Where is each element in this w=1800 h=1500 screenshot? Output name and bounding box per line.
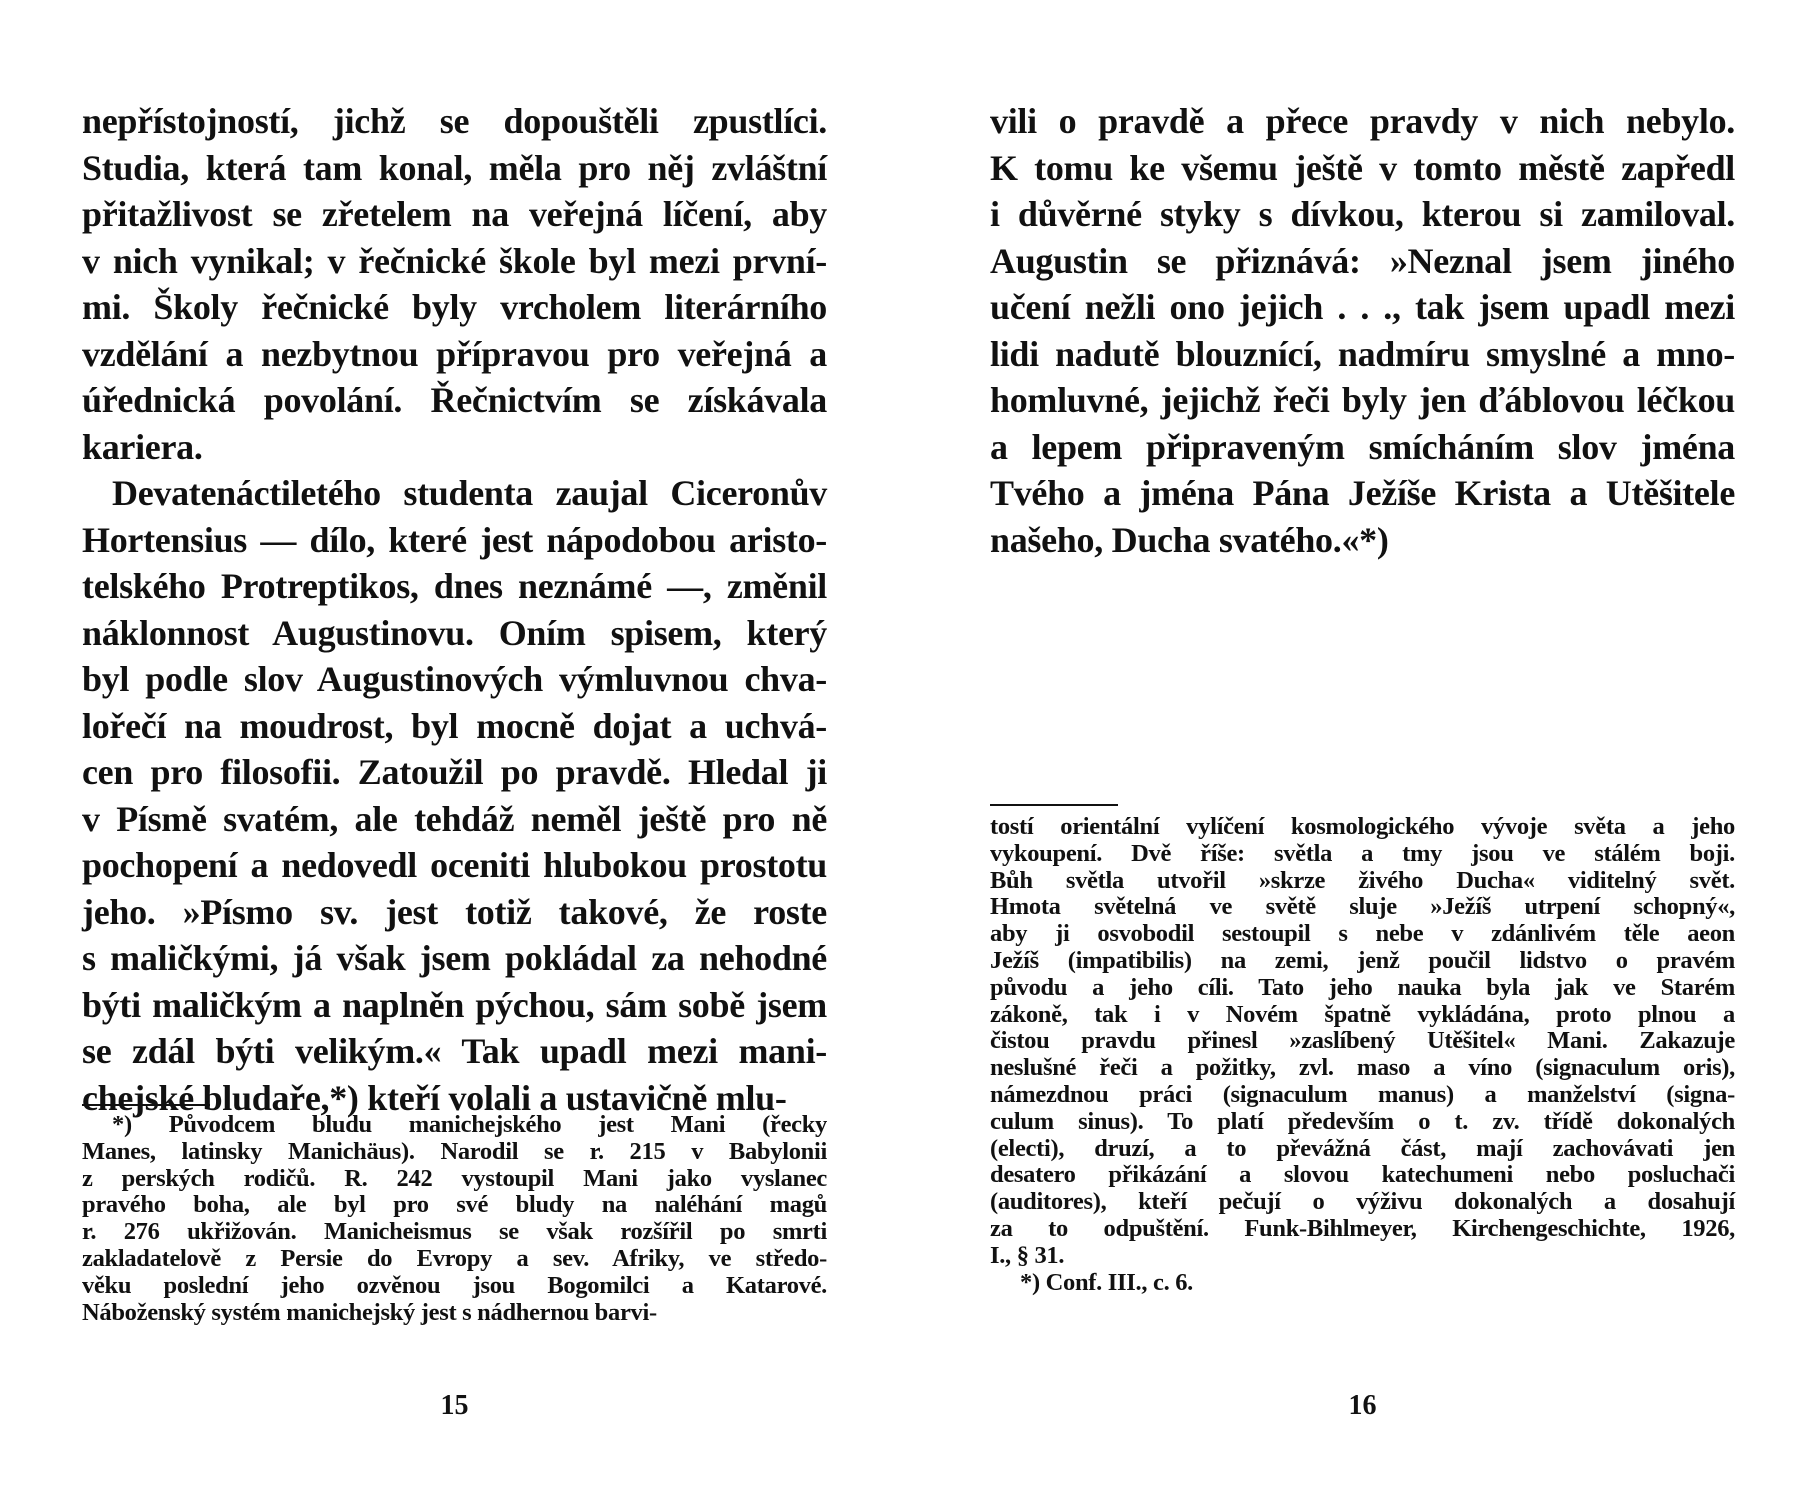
text-line: s maličkými, já však jsem pokládal za nehodné — [82, 938, 827, 978]
left-page-body-text — [82, 98, 827, 1121]
text-line: býti maličkým a naplněn pýchou, sám sobě jsem — [82, 984, 827, 1025]
text-line: Augustin se přiznává: »Neznal jsem jiného — [990, 240, 1735, 281]
footnote-line: (electi), druzí, a to převážná část, mají zachovávati jen — [990, 1134, 1735, 1162]
footnote-line: původu a jeho cíli. Tato jeho nauka byla jak ve Starém — [990, 973, 1735, 1001]
footnote-line: zákoně, tak i v Novém špatně vykládána, proto plnou a — [990, 1000, 1735, 1028]
text-line: pochopení a nedovedl oceniti hlubokou prostotu — [82, 845, 827, 885]
text-line: lořečí na moudrost, byl mocně dojat a uchvá- — [82, 705, 827, 746]
right-page-body-text — [990, 98, 1735, 563]
footnote-line: Hmota světelná ve světě sluje »Ježíš utrpení schopný«, — [990, 893, 1735, 921]
text-line: a lepem připraveným smícháním slov jména — [990, 426, 1735, 467]
footnote-line: Náboženský systém manichejský jest s nádhernou barvi- — [82, 1298, 657, 1326]
text-line: kariera. — [82, 426, 203, 467]
text-line: vili o pravdě a přece pravdy v nich nebylo. — [990, 101, 1735, 141]
footnote-line: Ježíš (impatibilis) na zemi, jenž poučil lidstvo o pravém — [990, 946, 1735, 974]
text-line: vzdělání a nezbytnou přípravou pro veřejná a — [82, 333, 827, 374]
text-line: K tomu ke všemu ještě v tomto městě zapředl — [990, 147, 1735, 188]
text-line: chejské bludaře,*) kteří volali a ustavičně mlu- — [82, 1077, 787, 1118]
footnote-line: desatero přikázání a slovou katechumeni nebo posluchači — [990, 1161, 1735, 1189]
footnote-line: čistou pravdu přinesl »zaslíbený Utěšitel« Mani. Zakazuje — [990, 1027, 1735, 1055]
footnote-line: z perských rodičů. R. 242 vystoupil Mani jako vyslanec — [82, 1164, 827, 1192]
footnote-line: neslušné řeči a požitky, zvl. maso a víno (signaculum oris), — [990, 1054, 1735, 1082]
text-line: v Písmě svatém, ale tehdáž neměl ještě pro ně — [82, 798, 827, 839]
text-line: se zdál býti velikým.« Tak upadl mezi mani- — [82, 1031, 827, 1071]
left-page-footnotes — [82, 1112, 827, 1326]
text-line: Devatenáctiletého studenta zaujal Ciceronův — [112, 473, 827, 513]
text-line: Studia, která tam konal, měla pro něj zvláštní — [82, 147, 827, 188]
text-line: úřednická povolání. Řečnictvím se získávala — [82, 380, 827, 420]
text-line: nepřístojností, jichž se dopouštěli zpustlíci. — [82, 101, 827, 141]
text-line: i důvěrné styky s dívkou, kterou si zamiloval. — [990, 194, 1735, 234]
text-line: telského Protreptikos, dnes neznámé —, změnil — [82, 566, 827, 606]
page-number: 16 — [1348, 1390, 1377, 1421]
text-line: jeho. »Písmo sv. jest totiž takové, že roste — [82, 891, 827, 932]
text-line: Hortensius — dílo, které jest nápodobou aristo- — [82, 519, 827, 560]
footnote-line: námezdnou práci (signaculum manus) a manželství (signa- — [990, 1080, 1735, 1108]
text-line: cen pro filosofii. Zatoužil po pravdě. Hledal ji — [82, 752, 827, 792]
footnote-line: Bůh světla utvořil »skrze živého Ducha« viditelný svět. — [990, 866, 1735, 894]
footnote-line: vykoupení. Dvě říše: světla a tmy jsou ve stálém boji. — [990, 839, 1735, 867]
footnote-line: r. 276 ukřižován. Manicheismus se však rozšířil po smrti — [82, 1218, 827, 1246]
footnote-line: aby ji osvobodil sestoupil s nebe v zdánlivém těle aeon — [990, 920, 1735, 948]
text-line: v nich vynikal; v řečnické škole byl mezi první- — [82, 240, 827, 281]
text-line: mi. Školy řečnické byly vrcholem literárního — [82, 287, 827, 327]
footnote-separator — [990, 804, 1118, 806]
footnote-line: *) Conf. III., c. 6. — [1020, 1268, 1193, 1296]
footnote-line: zakladatelově z Persie do Evropy a sev. Afriky, ve středo- — [82, 1244, 827, 1272]
footnote-line: *) Původcem bludu manichejského jest Mani (řecky — [112, 1111, 827, 1138]
footnote-line: tostí orientální vylíčení kosmologického vývoje světa a jeho — [990, 813, 1735, 840]
footnote-line: Manes, latinsky Manichäus). Narodil se r. 215 v Babylonii — [82, 1137, 827, 1165]
footnote-line: (auditores), kteří pečují o výživu dokonalých a dosahují — [990, 1188, 1735, 1216]
text-line: Tvého a jména Pána Ježíše Krista a Utěšitele — [990, 473, 1735, 513]
text-line: lidi nadutě blouznící, nadmíru smyslné a mno- — [990, 333, 1735, 374]
text-line: homluvné, jejichž řeči byly jen ďáblovou léčkou — [990, 380, 1735, 420]
footnote-line: za to odpuštění. Funk-Bihlmeyer, Kirchengeschichte, 1926, — [990, 1214, 1735, 1242]
text-line: byl podle slov Augustinových výmluvnou chva- — [82, 659, 827, 699]
text-line: našeho, Ducha svatého.«*) — [990, 519, 1389, 560]
footnote-line: věku poslední jeho ozvěnou jsou Bogomilci a Katarové. — [82, 1271, 827, 1299]
text-line: učení nežli ono jejich . . ., tak jsem upadl mezi — [990, 287, 1735, 327]
right-page-footnotes — [990, 814, 1735, 1296]
footnote-line: culum sinus). To platí především o t. zv. třídě dokonalých — [990, 1107, 1735, 1135]
footnote-separator — [82, 1104, 210, 1106]
footnote-line: pravého boha, ale byl pro své bludy na naléhání magů — [82, 1191, 827, 1219]
text-line: náklonnost Augustinovu. Oním spisem, který — [82, 612, 827, 653]
footnote-line: I., § 31. — [990, 1241, 1065, 1269]
text-line: přitažlivost se zřetelem na veřejná líčení, aby — [82, 194, 827, 234]
page-number: 15 — [440, 1390, 469, 1421]
